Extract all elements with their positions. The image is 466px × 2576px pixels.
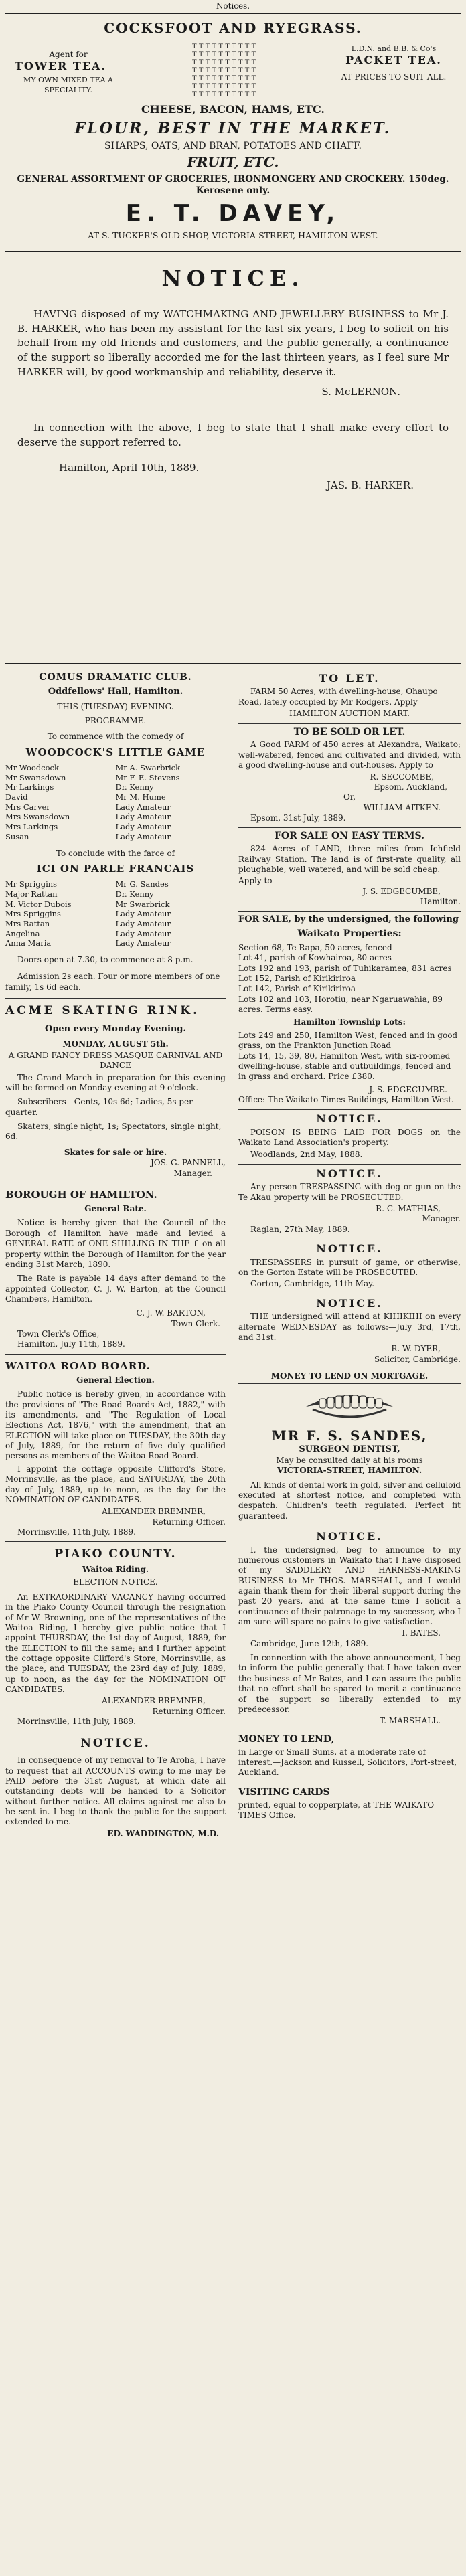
- waitoa-title: WAITOA ROAD BOARD.: [5, 1359, 151, 1372]
- cast-role: Mrs Larkings: [5, 822, 58, 832]
- sharps-line: SHARPS, OATS, AND BRAN, POTATOES AND CHAFF.: [104, 141, 362, 152]
- tower-tea-block: [15, 50, 122, 95]
- waitoa-board-notice: [5, 1355, 226, 1543]
- te-akau-notice: [238, 1165, 461, 1239]
- harker-date: Hamilton, April 10th, 1889.: [59, 462, 200, 475]
- waddington-title: NOTICE.: [80, 1737, 151, 1751]
- cast-role: Major Rattan: [5, 889, 58, 899]
- dyer-signature: R. W. DYER,: [391, 1344, 441, 1354]
- davey-advertisement: [5, 16, 461, 252]
- gorton-notice: [238, 1239, 461, 1294]
- own-tea-note: MY OWN MIXED TEA A SPECIALITY.: [23, 76, 113, 94]
- dentures-icon: [238, 1387, 461, 1427]
- cards-body: printed, equal to copperplate, at THE WAIKATO TIMES Office.: [238, 1800, 435, 1820]
- harker-para1: HAVING disposed of my WATCHMAKING AND JEWELLERY BUSINESS to Mr J. B. HARKER, who has been my assistant for the last six years, I beg to solicit on his behalf from my old friends and customers, and the public generally, a continuance of the support so liberally accorded me for the last thirteen years, as I feel sure Mr HARKER will, by good workmanship and reliability, deserve it.: [17, 307, 449, 378]
- township-title: Hamilton Township Lots:: [293, 1017, 406, 1027]
- property-line: Section 68, Te Rapa, 50 acres, fenced: [238, 942, 392, 952]
- cast-actor: Lady Amateur: [115, 909, 171, 919]
- to-let-ad: [238, 669, 461, 724]
- cast-role: Mrs Rattan: [5, 918, 50, 928]
- sandes-dentist-ad: [238, 1384, 461, 1527]
- waddington-body: In consequence of my removal to Te Aroha, I have to request that all ACCOUNTS owing to me may be PAID before the 31st August, at which date all outstanding debts will be handed to a Solicitor without further notice. All claims against me also to be sent in. I beg to thank the public for the support extended to me.: [5, 1755, 226, 1827]
- harker-signature: JAS. B. HARKER.: [326, 479, 414, 491]
- borough-sub: General Rate.: [84, 1204, 147, 1214]
- svg-text:T T T T T T T T T T: T T T T T T T T T T: [192, 82, 256, 90]
- mclernon-signature: S. McLERNON.: [321, 385, 400, 398]
- play-woodcock: WOODCOCK'S LITTLE GAME: [25, 746, 206, 758]
- cast-actor: Lady Amateur: [115, 918, 171, 928]
- cast-role: Mrs Swansdown: [5, 812, 70, 822]
- packet-tea: PACKET TEA.: [345, 53, 442, 66]
- cast-role: Mr Swansdown: [5, 772, 66, 782]
- waitoa-body1: Public notice is hereby given, in accordance with the provisions of "The Road Boards Act, 1882," with its amendments, and "The Regulation of Local Elections Act, 1876," with the amendment, that an ELECTION will take place on TUESDAY, the 30th day of July, 1889, for the return of five duly qualified persons as members of the Waitoa Road Board.: [5, 1389, 226, 1461]
- poison-date: Woodlands, 2nd May, 1888.: [250, 1149, 363, 1159]
- te-akau-title: NOTICE.: [316, 1167, 383, 1180]
- bates-title: NOTICE.: [316, 1530, 383, 1543]
- waddington-notice: [5, 1731, 226, 1843]
- comus-commence: To commence with the comedy of: [47, 732, 184, 742]
- woodcock-cast: [5, 763, 226, 842]
- svg-text:T T T T T T T T T T: T T T T T T T T T T: [192, 74, 256, 82]
- borough-office: Town Clerk's Office,: [17, 1329, 100, 1339]
- cast-actor: Dr. Kenny: [115, 782, 154, 792]
- harker-para2: In connection with the above, I beg to state that I shall make every effort to deserve the support referred to.: [17, 421, 449, 448]
- piako-signature: ALEXANDER BREMNER,: [102, 1696, 206, 1706]
- davey-headline: COCKSFOOT AND RYEGRASS.: [104, 20, 362, 36]
- play-ici: ICI ON PARLE FRANCAIS: [36, 862, 195, 875]
- cast-actor: Dr. Kenny: [115, 889, 154, 899]
- visiting-cards-ad: [238, 1784, 461, 1826]
- cast-actor: Mr M. Hume: [115, 792, 166, 802]
- cast-actor: Mr Swarbrick: [115, 899, 170, 909]
- borough-date: Hamilton, July 11th, 1889.: [17, 1339, 125, 1349]
- cast-actor: Lady Amateur: [115, 831, 171, 841]
- gorton-body: TRESPASSERS in pursuit of game, or otherwise, on the Gorton Estate will be PROSECUTED.: [238, 1257, 461, 1277]
- property-line: Lot 41, parish of Kowhairoa, 80 acres: [238, 953, 392, 963]
- tea-chest-icon: [189, 41, 277, 100]
- cards-title: VISITING CARDS: [238, 1786, 330, 1798]
- money-lend-body: in Large or Small Sums, at a moderate rate of interest.—Jackson and Russell, Solicitors, Port-street, Auckland.: [238, 1747, 457, 1778]
- sandes-address: VICTORIA-STREET, HAMILTON.: [277, 1466, 422, 1476]
- aitken-signature: WILLIAM AITKEN.: [363, 802, 441, 812]
- notices-header: [5, 1, 461, 16]
- seccombe-place: Epsom, Auckland,: [374, 782, 447, 792]
- davey-name: E. T. DAVEY,: [125, 200, 341, 228]
- tolet-apply: HAMILTON AUCTION MART.: [289, 709, 410, 719]
- sandes-body: All kinds of dental work in gold, silver and celluloid executed at shortest notice, and completed with despatch. Children's teeth regulated. Perfect fit guaranteed.: [238, 1480, 461, 1521]
- waitoa-sub: General Election.: [76, 1375, 155, 1385]
- piako-sub: Waitoa Riding.: [82, 1565, 149, 1575]
- rink-skates: Skates for sale or hire.: [64, 1147, 167, 1157]
- piako-title: PIAKO COUNTY.: [54, 1547, 177, 1561]
- marshall-signature: T. MARSHALL.: [380, 1716, 441, 1726]
- cast-role: Mrs Spriggins: [5, 909, 61, 919]
- money-mortgage-ad: MONEY TO LEND ON MORTGAGE.: [238, 1369, 461, 1384]
- borough-title: BOROUGH OF HAMILTON.: [5, 1188, 157, 1201]
- borough-signature: C. J. W. BARTON,: [136, 1308, 206, 1318]
- piako-body1: An EXTRAORDINARY VACANCY having occurred in the Piako County Council through the resignation of Mr W. Browning, one of the representatives of the Waitoa Riding, I hereby give public notice that I appoint THURSDAY, the 1st day of August, 1889, for the ELECTION to fill the same; and I further appoint the cottage opposite Clifford's Store, Morrinsville, as the place, and TUESDAY, the 23rd day of July, 1889, up to noon, as the day for the NOMINATION OF CANDIDATES.: [5, 1592, 226, 1695]
- comus-evening: THIS (TUESDAY) EVENING.: [57, 701, 174, 711]
- rink-carnival: A GRAND FANCY DRESS MASQUE CARNIVAL AND DANCE: [8, 1050, 223, 1071]
- tea-row: [5, 41, 461, 103]
- comus-hall: Oddfellows' Hall, Hamilton.: [48, 686, 183, 697]
- rink-signature: JOS. G. PANNELL,: [150, 1158, 226, 1168]
- cast-actor: Mr F. E. Stevens: [115, 772, 180, 782]
- cast-role: Susan: [5, 831, 29, 841]
- tolet-body: FARM 50 Acres, with dwelling-house, Ohaupo Road, lately occupied by Mr Rodgers. Apply: [238, 687, 438, 707]
- comus-club-ad: [5, 669, 226, 999]
- agent-label: Agent for: [49, 49, 88, 59]
- waitoa-date: Morrinsville, 11th July, 1889.: [17, 1527, 136, 1537]
- edgecumbe-signature: J. S. EDGECUMBE,: [362, 886, 441, 896]
- borough-signature-role: Town Clerk.: [171, 1318, 220, 1328]
- comus-programme: PROGRAMME.: [84, 715, 147, 725]
- waddington-signature: ED. WADDINGTON, M.D.: [107, 1828, 219, 1838]
- cast-actor: Lady Amateur: [115, 802, 171, 812]
- davey-address: AT S. TUCKER'S OLD SHOP, VICTORIA-STREET, HAMILTON WEST.: [88, 230, 378, 240]
- sandes-title: MR F. S. SANDES,: [271, 1427, 428, 1444]
- cast-actor: Mr G. Sandes: [115, 879, 169, 889]
- bates-body: I, the undersigned, beg to announce to my numerous customers in Waikato that I have disposed of my SADDLERY AND HARNESS-MAKING BUSINESS to Mr THOS. MARSHALL, and I would again thank them for their liberal support during the past 20 years, and at the same time I solicit a continuance of their patronage to my successor, who I am sure will spare no pains to give satisfaction.: [238, 1545, 461, 1627]
- property-line: Lot 142, Parish of Kirikiriroa: [238, 984, 356, 994]
- harker-notice: [5, 256, 461, 665]
- prices-note: AT PRICES TO SUIT ALL.: [341, 72, 447, 82]
- easy-terms-body: 824 Acres of LAND, three miles from Ichfield Railway Station. The land is of first-rate quality, all ploughable, well watered, and will be sold cheap.: [238, 844, 461, 874]
- rink-signature-role: Manager.: [173, 1168, 212, 1178]
- easy-terms-ad: [238, 828, 461, 912]
- ldn-label: L.D.N. and B.B. & Co's: [351, 44, 437, 53]
- borough-rate-notice: [5, 1183, 226, 1355]
- easy-terms-place: Hamilton.: [420, 897, 461, 907]
- cast-role: Mr Larkings: [5, 782, 54, 792]
- te-akau-body: Any person TRESPASSING with dog or gun on the Te Akau property will be PROSECUTED.: [238, 1182, 461, 1202]
- svg-text:T T T T T T T T T T: T T T T T T T T T T: [192, 58, 256, 66]
- cast-role: David: [5, 792, 28, 802]
- waitoa-body2: I appoint the cottage opposite Clifford's Store, Morrinsville, as the place, and SATURDAY, the 20th day of July, 1889, up to noon, as the day for the NOMINATION OF CANDIDATES.: [5, 1464, 226, 1505]
- dyer-role: Solicitor, Cambridge.: [374, 1354, 461, 1364]
- to-be-sold-ad: [238, 724, 461, 829]
- cast-actor: Mr A. Swarbrick: [115, 762, 181, 772]
- dyer-title: NOTICE.: [316, 1296, 383, 1310]
- properties-signature: J. S. EDGECUMBE.: [369, 1084, 447, 1094]
- gorton-date: Gorton, Cambridge, 11th May.: [250, 1279, 375, 1289]
- properties-office: Office: The Waikato Times Buildings, Hamilton West.: [238, 1094, 454, 1104]
- svg-text:T T T T T T T T T T: T T T T T T T T T T: [192, 66, 256, 74]
- te-akau-date: Raglan, 27th May, 1889.: [250, 1224, 350, 1234]
- left-column: [5, 669, 230, 2570]
- cast-role: Mr Spriggins: [5, 879, 58, 889]
- rink-monday: MONDAY, AUGUST 5th.: [62, 1039, 169, 1049]
- packet-tea-block: [333, 44, 454, 83]
- waitoa-signature-role: Returning Officer.: [152, 1517, 226, 1527]
- cast-actor: Lady Amateur: [115, 812, 171, 822]
- svg-text:T T T T T T T T T T: T T T T T T T T T T: [192, 50, 256, 58]
- fruit-line: FRUIT, ETC.: [187, 154, 279, 171]
- svg-text:T T T T T T T T T T: T T T T T T T T T T: [192, 90, 256, 98]
- cast-actor: Lady Amateur: [115, 928, 171, 938]
- piako-date: Morrinsville, 11th July, 1889.: [17, 1717, 136, 1727]
- piako-sub2: ELECTION NOTICE.: [73, 1577, 158, 1587]
- sandes-consult: May be consulted daily at his rooms: [276, 1455, 423, 1465]
- page-title: Notices.: [216, 1, 250, 11]
- sandes-sub: SURGEON DENTIST,: [299, 1444, 400, 1455]
- properties-title: FOR SALE, by the undersigned, the following: [238, 914, 459, 925]
- cast-role: Mr Woodcock: [5, 762, 59, 772]
- comus-conclude: To conclude with the farce of: [56, 848, 175, 858]
- tobesold-or: Or,: [343, 792, 356, 802]
- waikato-properties-ad: [238, 912, 461, 1110]
- easy-terms-title: FOR SALE ON EASY TERMS.: [274, 831, 425, 842]
- rink-skaters: Skaters, single night, 1s; Spectators, single night, 6d.: [5, 1122, 222, 1142]
- ici-cast: [5, 879, 226, 948]
- easy-terms-apply: Apply to: [238, 876, 273, 886]
- bates-signature: I. BATES.: [402, 1628, 441, 1638]
- gorton-title: NOTICE.: [316, 1242, 383, 1256]
- cast-actor: Lady Amateur: [115, 822, 171, 832]
- tower-tea: TOWER TEA.: [15, 59, 106, 72]
- tobesold-date: Epsom, 31st July, 1889.: [250, 812, 346, 823]
- piako-signature-role: Returning Officer.: [152, 1706, 226, 1716]
- general-assortment: GENERAL ASSORTMENT OF GROCERIES, IRONMONGERY AND CROCKERY. 150deg. Kerosene only.: [17, 173, 449, 196]
- svg-text:T T T T T T T T T T: T T T T T T T T T T: [192, 42, 256, 50]
- bates-notice: [238, 1527, 461, 1731]
- bates-date: Cambridge, June 12th, 1889.: [250, 1638, 369, 1648]
- flour-line: FLOUR, BEST IN THE MARKET.: [74, 120, 392, 138]
- comus-admission: Admission 2s each. Four or more members of one family, 1s 6d each.: [5, 972, 220, 992]
- comus-title: COMUS DRAMATIC CLUB.: [39, 672, 192, 683]
- comus-doors: Doors open at 7.30, to commence at 8 p.m.: [17, 955, 193, 965]
- property-line: Lots 192 and 193, parish of Tuhikaramea, 831 acres: [238, 963, 452, 973]
- poison-title: NOTICE.: [316, 1112, 383, 1126]
- marshall-body: In connection with the above announcement, I beg to inform the public generally that I have taken over the business of Mr Bates, and I can assure the public that no effort shall be spared to merit a continuance of the support so liberally extended to my predecessor.: [238, 1653, 461, 1714]
- tobesold-title: TO BE SOLD OR LET.: [293, 726, 406, 738]
- divider: [5, 13, 461, 14]
- waitoa-signature: ALEXANDER BREMNER,: [102, 1507, 206, 1517]
- money-lend-ad: [238, 1731, 461, 1784]
- cast-role: Mrs Carver: [5, 802, 50, 812]
- cast-role: Anna Maria: [5, 938, 52, 948]
- money-lend-title: MONEY TO LEND,: [238, 1733, 335, 1745]
- mathias-role: Manager.: [422, 1214, 461, 1224]
- borough-body1: Notice is hereby given that the Council of the Borough of Hamilton have made and levied a GENERAL RATE of ONE SHILLING IN THE £ on all property within the Borough of Hamilton for the year ending 31st March, 1890.: [5, 1218, 226, 1269]
- borough-body2: The Rate is payable 14 days after demand to the appointed Collector, C. J. W. Barton, at the Council Chambers, Hamilton.: [5, 1274, 226, 1304]
- township-line: Lots 249 and 250, Hamilton West, fenced and in good grass, on the Frankton Junction Road: [238, 1030, 458, 1051]
- mathias-signature: R. C. MATHIAS,: [376, 1204, 441, 1214]
- dyer-body: THE undersigned will attend at KIHIKIHI on every alternate WEDNESDAY as follows:—July 3rd, 17th, and 31st.: [238, 1312, 461, 1342]
- properties-sub: Waikato Properties:: [297, 928, 402, 940]
- tobesold-body: A Good FARM of 450 acres at Alexandra, Waikato; well-watered, fenced and cultivated and divided, with a good dwelling-house and out-houses. Apply to: [238, 740, 461, 770]
- piako-county-notice: [5, 1542, 226, 1731]
- township-line: Lots 14, 15, 39, 80, Hamilton West, with six-roomed dwelling-house, stable and outbuildings, fenced and in grass and orchard. Price £380.: [238, 1051, 451, 1082]
- rink-title: ACME SKATING RINK.: [5, 1004, 200, 1018]
- cast-role: M. Victor Dubois: [5, 899, 72, 909]
- poison-body: POISON IS BEING LAID FOR DOGS on the Waikato Land Association's property.: [238, 1127, 461, 1148]
- seccombe-signature: R. SECCOMBE,: [370, 772, 434, 782]
- rink-subscribers: Subscribers—Gents, 10s 6d; Ladies, 5s per quarter.: [5, 1097, 193, 1117]
- cast-actor: Lady Amateur: [115, 938, 171, 948]
- property-line: Lot 152, Parish of Kirikiriroa: [238, 974, 356, 983]
- property-line: Lots 102 and 103, Horotiu, near Ngaruawahia, 89 acres. Terms easy.: [238, 994, 443, 1015]
- right-column: [236, 669, 461, 2570]
- dyer-notice: [238, 1294, 461, 1369]
- cast-role: Angelina: [5, 928, 40, 938]
- rink-body: The Grand March in preparation for this evening will be formed on Monday evening at 9 o'clock.: [5, 1072, 226, 1093]
- harker-title: NOTICE.: [161, 266, 305, 291]
- cheese-line: CHEESE, BACON, HAMS, ETC.: [141, 102, 325, 116]
- poison-notice: [238, 1110, 461, 1165]
- tolet-title: TO LET.: [319, 672, 380, 685]
- acme-rink-ad: [5, 999, 226, 1183]
- rink-open: Open every Monday Evening.: [45, 1023, 186, 1034]
